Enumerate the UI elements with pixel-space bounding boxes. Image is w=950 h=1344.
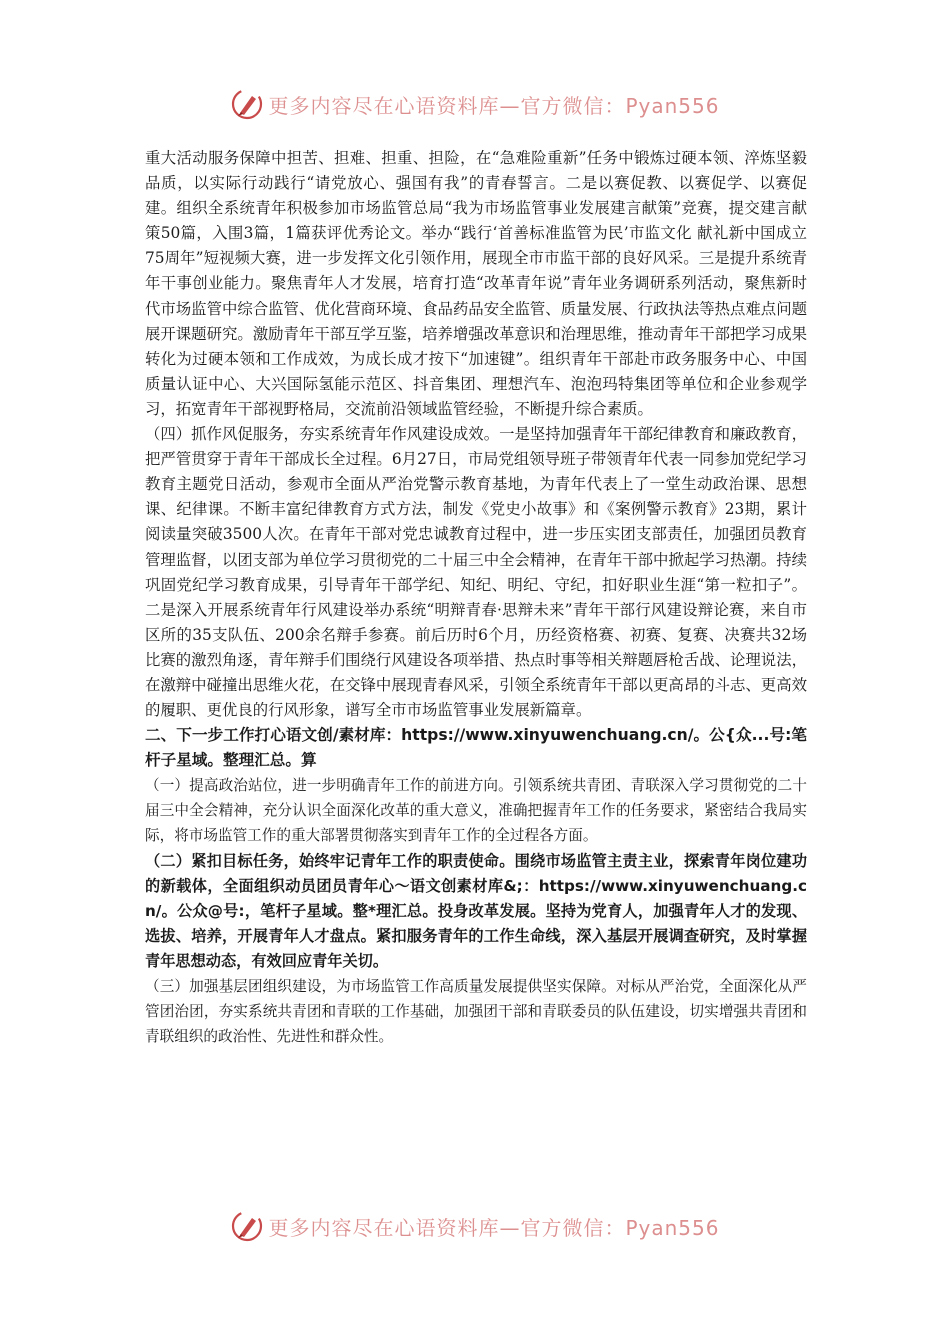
fountain-pen-logo-icon xyxy=(230,87,264,121)
fountain-pen-logo-icon xyxy=(230,1209,264,1243)
watermark-text: 更多内容尽在心语资料库—官方微信：Pyan556 xyxy=(268,93,720,118)
paragraph-activities: 重大活动服务保障中担苦、担难、担重、担险，在“急难险重新”任务中锻炼过硬本领、淬炼坚毅品质，以实际行动践行“请党放心、强国有我”的青春誓言。二是以赛促教、以赛促学、以赛促建。组织全系统青年积极参加市场监管总局“我为市场监管事业发展建言献策”竞赛，提交建言献策50篇，入围3篇，1篇获评优秀论文。举办“践行‘首善标准监管为民’市监文化 献礼新中国成立75周年”短视频大赛，进一步发挥文化引领作用，展现全市市监干部的良好风采。三是提升系统青年干事创业能力。聚焦青年人才发展，培育打造“改革青年说”青年业务调研系列活动，聚焦新时代市场监管中综合监管、优化营商环境、食品药品安全监管、质量发展、行政执法等热点难点问题展开课题研究。激励青年干部互学互鉴，培养增强改革意识和治理思维，推动青年干部把学习成果转化为过硬本领和工作成效，为成长成才按下“加速键”。组织青年干部赴市政务服务中心、中国质量认证中心、大兴国际氢能示范区、抖音集团、理想汽车、泡泡玛特集团等单位和企业参观学习，拓宽青年干部视野格局，交流前沿领域监管经验，不断提升综合素质。 xyxy=(145,149,807,418)
document-body xyxy=(145,146,807,1049)
paragraph-target-tasks: （二）紧扣目标任务，始终牢记青年工作的职责使命。围绕市场监管主责主业，探索青年岗位建功的新载体，全面组织动员团员青年心～语文创素材库&;：https://www.xinyuwenchuang.cn/。公众@号:，笔杆子星域。整*理汇总。投身改革发展。坚持为党育人，加强青年人才的发现、选拔、培养，开展青年人才盘点。紧扣服务青年的工作生命线，深入基层开展调查研究，及时掌握青年思想动态，有效回应青年关切。 xyxy=(145,852,807,971)
header-watermark xyxy=(0,82,950,126)
watermark-text: 更多内容尽在心语资料库—官方微信：Pyan556 xyxy=(268,1215,720,1240)
footer-watermark xyxy=(0,1204,950,1248)
section-heading-next-steps: 二、下一步工作打心语文创/素材库：https://www.xinyuwenchuang.cn/。公{众...号:笔杆子星域。整理汇总。算 xyxy=(145,726,807,770)
paragraph-section-four: （四）抓作风促服务，夯实系统青年作风建设成效。一是坚持加强青年干部纪律教育和廉政教育，把严管贯穿于青年干部成长全过程。6月27日，市局党组领导班子带领青年代表一同参加党纪学习教育主题党日活动，参观市全面从严治党警示教育基地，为青年代表上了一堂生动政治课、思想课、纪律课。不断丰富纪律教育方式方法，制发《党史小故事》和《案例警示教育》23期，累计阅读量突破3500人次。在青年干部对党忠诚教育过程中，进一步压实团支部责任，加强团员教育管理监督，以团支部为单位学习贯彻党的二十届三中全会精神，在青年干部中掀起学习热潮。持续巩固党纪学习教育成果，引导青年干部学纪、知纪、明纪、守纪，扣好职业生涯“第一粒扣子”。二是深入开展系统青年行风建设举办系统“明辩青春·思辩未来”青年干部行风建设辩论赛，来自市区所的35支队伍、200余名辩手参赛。前后历时6个月，历经资格赛、初赛、复赛、决赛共32场比赛的激烈角逐，青年辩手们围绕行风建设各项举措、热点时事等相关辩题唇枪舌战、论理说法，在激辩中碰撞出思维火花，在交锋中展现青春风采，引领全系统青年干部以更高昂的斗志、更高效的履职、更优良的行风形象，谱写全市市场监管事业发展新篇章。 xyxy=(145,425,807,720)
paragraph-grassroots-building: （三）加强基层团组织建设，为市场监管工作高质量发展提供坚实保障。对标从严治党，全面深化从严管团治团，夯实系统共青团和青联的工作基础，加强团干部和青联委员的队伍建设，切实增强共青团和青联组织的政治性、先进性和群众性。 xyxy=(145,978,807,1046)
paragraph-political-stance: （一）提高政治站位，进一步明确青年工作的前进方向。引领系统共青团、青联深入学习贯彻党的二十届三中全会精神，充分认识全面深化改革的重大意义，准确把握青年工作的任务要求，紧密结合我局实际，将市场监管工作的重大部署贯彻落实到青年工作的全过程各方面。 xyxy=(145,777,807,845)
